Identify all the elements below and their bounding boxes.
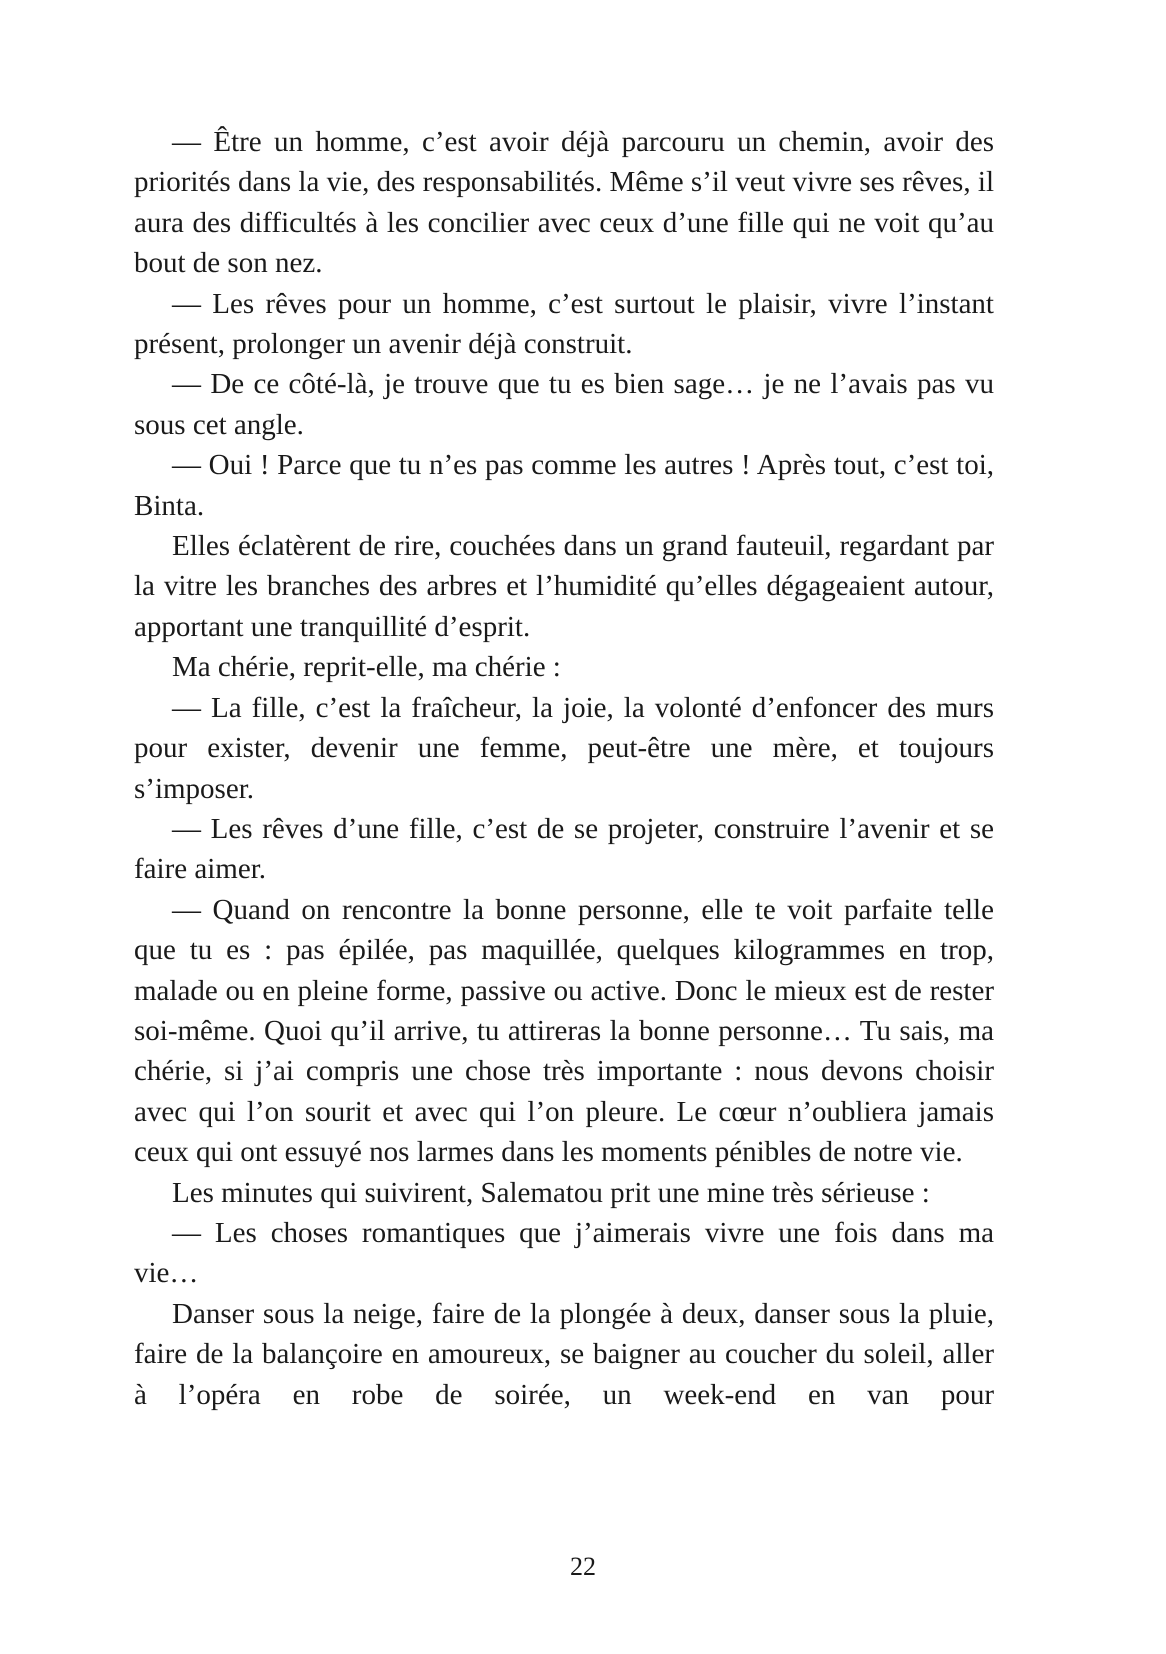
paragraph: Ma chérie, reprit-elle, ma chérie : bbox=[172, 651, 561, 684]
page-number: 22 bbox=[570, 1552, 596, 1581]
paragraph: — Les rêves d’une fille, c’est de se projeter, construire l’avenir et se faire aimer. bbox=[134, 812, 994, 886]
paragraph: Les minutes qui suivirent, Salematou prit une mine très sérieuse : bbox=[172, 1176, 930, 1209]
paragraph: — Quand on rencontre la bonne personne, elle te voit parfaite telle que tu es : pas épilée, pas maquillée, quelques kilogrammes en trop, malade ou en pleine forme, passive ou active. Donc le mieux est de rester soi-même. Quoi qu’il arrive, tu attireras la bonne personne… Tu sais, ma chérie, si j’ai compris une chose très importante : nous devons choisir avec qui l’on sourit et avec qui l’on pleure. Le cœur n’oubliera jamais ceux qui ont essuyé nos larmes dans les moments pénibles de notre vie. bbox=[134, 893, 994, 1169]
paragraph: — Les rêves pour un homme, c’est surtout le plaisir, vivre l’instant présent, prolonger un avenir déjà construit. bbox=[134, 287, 994, 361]
paragraph-unfinished: Danser sous la neige, faire de la plongée à deux, danser sous la pluie, faire de la balançoire en amoureux, se baigner au coucher du soleil, aller à l’opéra en robe de soirée, un week-end en van pour bbox=[134, 1297, 994, 1411]
paragraph: — De ce côté-là, je trouve que tu es bien sage… je ne l’avais pas vu sous cet angle. bbox=[134, 368, 994, 441]
paragraph: Elles éclatèrent de rire, couchées dans un grand fauteuil, regardant par la vitre les branches des arbres et l’humidité qu’elles dégageaient autour, apportant une tranquillité d’esprit. bbox=[134, 530, 994, 643]
paragraph: — Oui ! Parce que tu n’es pas comme les autres ! Après tout, c’est toi, Binta. bbox=[134, 449, 994, 522]
paragraph: — La fille, c’est la fraîcheur, la joie, la volonté d’enfoncer des murs pour exister, devenir une femme, peut-être une mère, et toujours s’imposer. bbox=[134, 691, 994, 805]
body-text bbox=[134, 122, 994, 1415]
paragraph: — Être un homme, c’est avoir déjà parcouru un chemin, avoir des priorités dans la vie, des responsabilités. Même s’il veut vivre ses rêves, il aura des difficultés à les concilier avec ceux d’une fille qui ne voit qu’au bout de son nez. bbox=[134, 126, 994, 280]
paragraph: — Les choses romantiques que j’aimerais vivre une fois dans ma vie… bbox=[134, 1216, 994, 1290]
